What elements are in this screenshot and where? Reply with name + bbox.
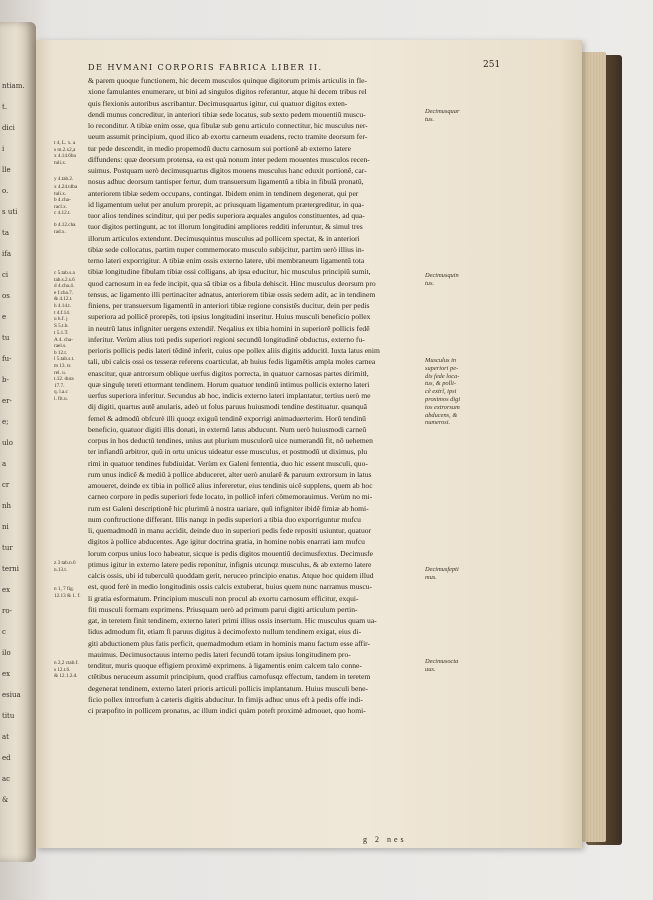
left-page-text: ulo [2, 439, 13, 447]
left-page-text: e [2, 313, 7, 321]
text-line: femel & admodũ obfcurè illi quoqz exiguũ tendinẽ exporrigi animaduerterim. Horũ tendinũ [88, 413, 366, 423]
margin-reference: t 4, L. x. a s m.2.x2,a x 4.14.6ba tuli.x. [54, 140, 76, 166]
left-page-text: dici [2, 124, 15, 132]
left-page-text: & [2, 796, 9, 804]
text-line: perioris pollicis pedis lateri tẽdinẽ inferit, cuius ope pollex aliis digitis adducitł. Iuxta latus enim [88, 346, 380, 355]
left-page-text: terni [2, 565, 20, 573]
margin-reference: t 5.1.T. A 4. cha- rael.s. b 12.t. l 5.tab.s.t. m 13. ts rel. u. t.12. dura 17.7. q. l.a.c l. fit.u. [54, 330, 75, 402]
text-line: & parem quoque functionem, hic decem musculos quinque digitorum primis articulis in fle- [88, 76, 368, 85]
text-line: quæ singulę tereti ettormant tendinem. Horum quatuor tendinũ intimus pollicis externo lateri [88, 379, 370, 389]
left-page-text: ta [2, 229, 9, 237]
left-page-text: fu- [2, 355, 12, 363]
left-page-text: lle [2, 166, 11, 174]
left-page-text: os [2, 292, 10, 300]
left-page-text: er- [2, 397, 12, 405]
text-line: ci præpofito in pollicem pronatus, ac illum indici quàm poteft proximè admouet, quo homi- [88, 706, 366, 715]
text-line: uerfus superiora inferitur. Secundus ab hoc, indicis externo lateri implantatur, tertius uerò me [88, 391, 371, 400]
folio-number: 251 [483, 60, 501, 70]
text-line: num conftructione differant. Illis nanqz in pedis superiori a tibia duo exporriguntur mufcu [88, 514, 361, 524]
left-page-text: a [2, 460, 7, 468]
text-line: suimus. Postquam uerò decimusquartus digitos mouens musculus hanc eduxit portionẽ, car- [88, 166, 367, 175]
left-page-text: esiua [2, 691, 21, 699]
left-page-text: ci [2, 271, 9, 279]
left-page-text: ntiam. [2, 82, 25, 90]
text-line: quod carnosum in ea fede incipit, qua sã tibiæ os a fibula dehiscit. Hinc musculus deorsum pro [88, 278, 376, 288]
text-line: beneficio, quatuor digiti illis donati, in externũ latus abducunt. Num uerò huiusmodi carneũ [88, 424, 367, 434]
text-line: digitos à pollice abducentes. Age igitur doctrina gratia, in homine nobis enarrati iam mufcu [88, 537, 365, 547]
text-line: diffundens: quæ deorsum protensa, ea est quà nonum inter pedem mouentes musculos recen- [88, 154, 370, 164]
margin-reference: n 1, 7 fig. 12.13 & 1. f. [54, 586, 81, 599]
left-page-text: at [2, 733, 9, 741]
text-line: tibiæ longitudine fibulam tibiæ ossi colligans, ab ipsa educitur, hic musculus principiũ sumit, [88, 267, 371, 277]
left-page-text: nh [2, 502, 12, 510]
text-line: illorum articulos extendunt. Decimusquintus musculus ad pollicem spectat, & in anteriori [88, 233, 360, 243]
text-line: in neutrũ latus infigniter uergens extendiř. Neqalius ex tibia homini in superiorẽ pollicis fedẽ [88, 323, 370, 333]
left-page-text: e; [2, 418, 9, 426]
body-text [88, 75, 412, 716]
text-line: anteriorem tibiæ sedem occupans, contingat. Ibidem enim in tendinem degenerat, qui per [88, 188, 359, 198]
text-line: gat, in teretem finit tendinem, externo lateri primi illius ossis insertum. Hic musculus quam ua- [88, 616, 377, 625]
left-page-text: ilo [2, 649, 11, 657]
text-line: lo reconditur. A tibiæ enim osse, qua fibulæ sub genu articulo connectitur, hic musculus ner- [88, 121, 368, 130]
text-line: tuor alios tendines scinditur, qui per pedis superiora æquales angulos constituentes, ad qua- [88, 211, 365, 220]
text-line: tenditur, muris quoque effigiem proximè exprimens. à ligamentis enim calcem talo conne- [88, 661, 362, 670]
left-page-text: titu [2, 712, 15, 720]
sidenote: Decimusfepti mus. [425, 566, 459, 581]
sidenote: Decimusquar tus. [425, 108, 460, 123]
text-line: tur pede descendit, in medio propemodũ ductu carnosum sui portionẽ ab externo latere [88, 143, 351, 153]
text-line: mauimus. Decimusoctauus interno pedis lateri fecundũ totam ipsius longitudinem pro- [88, 649, 351, 659]
margin-reference: y 4.tab.2. [54, 176, 74, 182]
text-line: tibiæ sede collocatus, partim nuper commemorato musculo subijcitur, partim uerò illius in- [88, 244, 365, 254]
margin-reference: c 5.tab.s.a tab.s.2.s.6 d 4.cha.4. e f.cha.7. & 4.12.t. h 4.14.t. t 4.f.14. u h.f. j S 5.t.b. [54, 270, 75, 329]
sidenote: Decimusquin tus. [425, 272, 459, 287]
text-line: ctẽtibus neruceum assumit principium, quod craffius carnofusqz effectum, tandem in teretem [88, 672, 371, 682]
text-line: id ligamentum uelut per anulum prorepit, ac priusquam ligamentum prætergreditur, in qua- [88, 199, 365, 209]
left-page-text: b- [2, 376, 9, 384]
left-page-text: i [2, 145, 5, 153]
text-line: corpus in hos deductũ tendines, unius aut plurium musculorũ uice numerandũ fit, nõ uehemen [88, 436, 373, 445]
text-line: quis flexionis autoribus ascribantur. Decimusquartus igitur, cui quatuor digitos exten- [88, 98, 348, 108]
text-line: nosus adhuc deorsum tantisper fertur, dum transuersum ligamentũ a tibia in fibulã pronatũ, [88, 177, 364, 187]
margin-reference: b 4.12.cha rad.x. [54, 222, 76, 235]
left-page-text: t. [2, 103, 8, 111]
sidenote: Decimusocta uus. [425, 658, 459, 673]
text-line: tensus, ac ligamento illi pertinaciter adnatus, anteriorem tibiæ ossis sedem adit, ac in tendinem [88, 289, 376, 299]
left-page-text: s uti [2, 208, 18, 216]
text-line: inferitur. Verùm alius toti pedis superiori regioni secundũ longitudinẽ obductus, externo fu- [88, 334, 365, 344]
left-page-text: ex [2, 586, 11, 594]
left-page-text: ac [2, 775, 11, 783]
text-line: fiti musculi formam exprimens. Priusquam uerò ad primum parui digiti articulum pertin- [88, 604, 358, 614]
left-page-text: c [2, 628, 6, 636]
text-line: rum est Galeni descriptionẽ hic plurimũ à nostra uariare, quũ infigniter ibidẽ fimiæ ab homi- [88, 503, 369, 513]
text-line: lorum corpus unius loco habeatur, sicque is pedis digitos mouentiũ decimusfextus. Decimusfe [88, 548, 374, 558]
left-page-text: ni [2, 523, 9, 531]
margin-reference: x 4.24.t4ba tuli.x. b 4.cha- racl.x. c 4.12.t. [54, 184, 78, 217]
text-line: li, quemadmodũ in manu accidit, deinde duo in superiori pedis fede repositi usiuntur, quatuor [88, 526, 372, 535]
text-line: lidus admodum fit, etiam fi paruus digitus à decimofexto nullum tendinem exigat, eius di- [88, 627, 362, 637]
text-line: tali, ubi calcis ossi os tesseræ referens coarticulat, ab huius fedis ligamẽtis ampla moles carnea [88, 357, 376, 367]
left-page-fragment [0, 22, 36, 862]
text-line: ter infiandũ arbitror, quũ in ortu unicus uideatur esse musculus, et postmodũ ut diximus, plu [88, 447, 368, 457]
text-line: tuor digitos pertingunt, ac tot illorum longitudini ampliores redditi inferuntur, & simul tres [88, 222, 363, 232]
text-line: xione famulantes enumerare, ut bini ad singulos digitos referantur, atque hi decem tribus rel [88, 87, 367, 97]
text-line: dij digiti, quartus autẽ anularis, adeò ut folus paruus huiusmodi tendine destituatur. quanquã [88, 402, 368, 412]
text-line: giti abductionem plus fatis perficit, quemadmodum etiam in hominis manu factum esse affir- [88, 638, 371, 648]
margin-reference: n 2,2 ctab.f. s 12.t.6. & 12.1.2.d. [54, 660, 79, 680]
text-line: ficio pollex introrfum à cæteris digitis abducitur. In fimijs adhuc unus eft à pedis offe indi- [88, 694, 363, 704]
margin-reference: z 3 tab.n.6 n.13.t. [54, 560, 76, 573]
text-line: calcis ossis, ubi id tuberculũ quoddam gerit, neruceo principio enatus. Atque hoc quidem illud [88, 571, 374, 580]
text-line: ueum assumit principium, quod ilico ab exortu carneum euadens, recto tramite deorsum fer- [88, 132, 368, 142]
page-edges [578, 52, 606, 842]
left-page-text: tu [2, 334, 10, 342]
running-head: DE HVMANI CORPORIS FABRICA LIBER II. [88, 62, 323, 72]
text-line: terno lateri exporrigitur. A tibiæ enim ossis externo latere, ubi membraneum ligamentũ tota [88, 256, 365, 265]
text-line: dendi munus concreditur, in anteriori tibiæ sede locatus, sub sexto pedem mouentiũ muscu- [88, 109, 366, 119]
text-line: ptimus igitur in externo latere pedis reponitur, infignis utcunqz musculus, & ab externo latere [88, 559, 372, 569]
text-line: est, quod ferè in medio longitudinis ossis calcis extuberat, huius quem nunc narramus muscu- [88, 582, 373, 592]
left-page-text: o. [2, 187, 9, 195]
left-page-text: ro- [2, 607, 12, 615]
text-line: rimi in quatuor tendines fubdiuidat. Verùm ex Galeni fententia, duo hic essent musculi, quo- [88, 458, 368, 468]
left-page-text: ex [2, 670, 11, 678]
text-line: carneo corpore in pedis superiori fede locato, in pollicẽ inferi cõmemorauimus. Verùm no mi- [88, 492, 373, 502]
left-page-text: ed [2, 754, 11, 762]
text-line: rum unus indicẽ & mediũ à pollice abduceret, alter uerò anularẽ & paruum extrorsum in latus [88, 469, 372, 479]
text-line: degenerat tendinem, externo lateri prioris articuli pollicis implantatum. Huius musculi bene- [88, 683, 369, 693]
left-page-text: cr [2, 481, 10, 489]
sidenote: Musculus in superiori pe- dis fede loca- tus, & polli- cẽ extrĩ, ipsi proximos digi tos extrorsum abducens, & numerosi. [425, 357, 461, 427]
left-page-text: ifa [2, 250, 12, 258]
text-line: li gratia esformatum. Principium musculi non procul ab exortu carnosum efficitur, exqui- [88, 593, 359, 603]
text-line: finiens, per transuersum ligamentũ in anteriori tibiæ regione consistẽs ducitur, dein per pedis [88, 301, 370, 310]
text-line: enascitur, quæ antrorsum oblique uerfus digitos porrecta, in quatuor carnosas partes dirimitł, [88, 368, 369, 378]
text-line: superiora ad pollicẽ prorepẽs, toti ipsius longitudini inseritur. Huius musculi beneficio pollex [88, 312, 371, 322]
left-page-text: tur [2, 544, 13, 552]
text-line: amoueret, deinde ex tibia in pollicẽ alius infereretur, eius tendinis uicẽ supplens, quem ab hoc [88, 481, 373, 490]
catchword: g 2 nes [363, 835, 407, 844]
